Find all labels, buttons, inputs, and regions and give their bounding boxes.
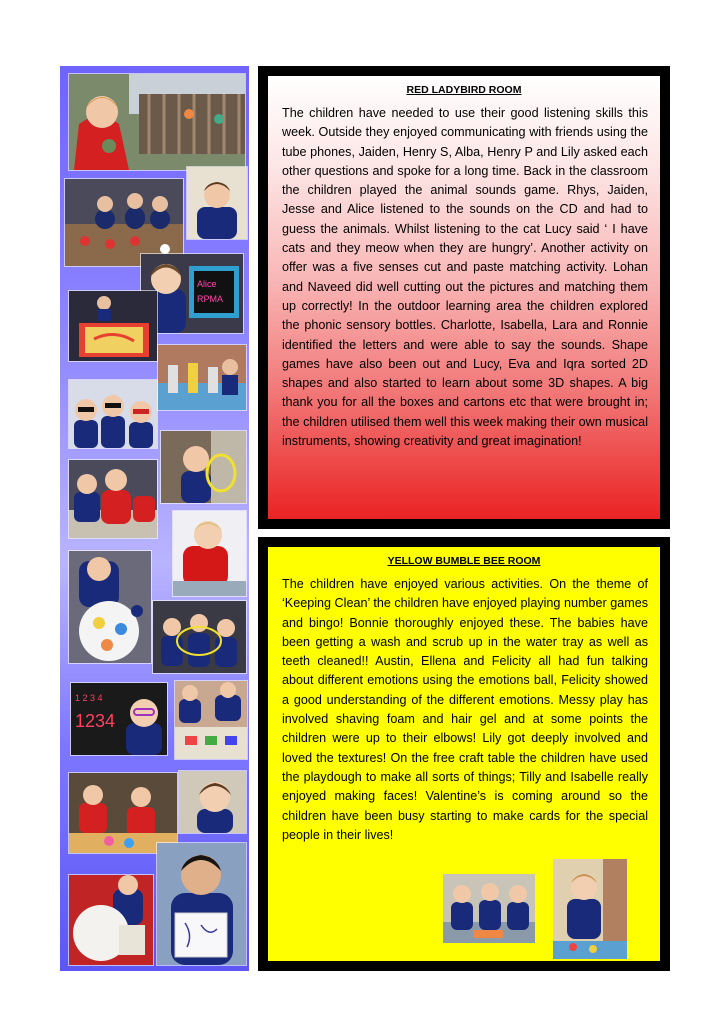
yellow-room-body: The children have enjoyed various activities. On the theme of ‘Keeping Clean’ the children have enjoyed playing number games and bingo! Bonnie thoroughly enjoyed these. The babies have been getting a wash and scrub up in the water tray as well as teeth cleaned!! Austin, Ellena and Felicity all had fun talking about different emotions using the emotions ball, Felicity showed a good understanding of the different emotions. Messy play has involved shaving foam and hair gel and at some points the children were up to their elbows! Lily got deeply involved and loved the textures! On the free craft table the children have used the playdough to make all sorts of things; Tilly and Isabelle really enjoyed making faces! Valentine’s is coming around so the children have been busy starting to make cards for the special people in their lives! [282, 577, 648, 842]
photo-children-hoops [152, 600, 247, 674]
photo-big-ball [68, 874, 154, 966]
red-room-body: The children have needed to use their good listening skills this week. Outside they enjoyed communicating with friends using the tube phones, Jaiden, Henry S, Alba, Henry P and Lily asked each other questions and spoke for a long time. Back in the classroom the children played the animal sounds game. Rhys, Jaiden, Jesse and Alice listened to the sounds on the CD and had to guess the animals. Whilst listening to the cat Lucy said ‘ I have cats and they meow when they are hungry’. Another activity on offer was a five senses cut and paste matching activity. Lohan and Naveed did well cutting out the pictures and matching them up correctly! In the outdoor learning area the children explored the phonic sensory bottles. Charlotte, Isabella, Lara and Ronnie identified the letters and were able to say the sounds. Shape games have also been out and Lucy, Eva and Iqra sorted 2D shapes and also started to learn about some 3D shapes. A big thank you for all the boxes and cartons etc that were brought in; the children utilised them well this week making their own musical instruments, showing creativity and great imagination! [282, 106, 648, 449]
photo-phonic-bottles [157, 344, 247, 411]
red-panel-inner [268, 76, 660, 519]
photo-number-board [70, 682, 168, 756]
yellow-panel-inner [268, 547, 660, 961]
photo-girl-playroom [553, 859, 627, 959]
photo-valentine-card-boy [156, 842, 247, 966]
photo-sensory-tray [68, 290, 158, 362]
photo-children-sunglasses [68, 379, 158, 449]
slate-word-text-2: RPMA [197, 294, 224, 304]
red-ladybird-room-panel [258, 66, 670, 529]
photo-boy-with-toy [186, 166, 248, 240]
photo-craft-activity [68, 459, 158, 539]
photo-water-tray-girl [172, 510, 247, 597]
photo-musical-instrument [160, 430, 247, 504]
photo-column [60, 66, 249, 971]
photo-girl-closeup [178, 770, 247, 834]
yellow-room-title: YELLOW BUMBLE BEE ROOM [387, 555, 541, 567]
photo-outdoor-tube-phones [68, 73, 246, 171]
slate-word-text: Alice [197, 279, 217, 289]
photo-bingo-game [174, 680, 248, 760]
photo-emotions-ball [68, 550, 152, 664]
numbers-top-text: 1 2 3 4 [75, 693, 103, 703]
yellow-bumble-bee-room-panel [258, 537, 670, 971]
photo-children-on-floor [443, 874, 535, 943]
numbers-big-text: 1234 [75, 711, 116, 731]
red-room-title: RED LADYBIRD ROOM [406, 84, 522, 96]
